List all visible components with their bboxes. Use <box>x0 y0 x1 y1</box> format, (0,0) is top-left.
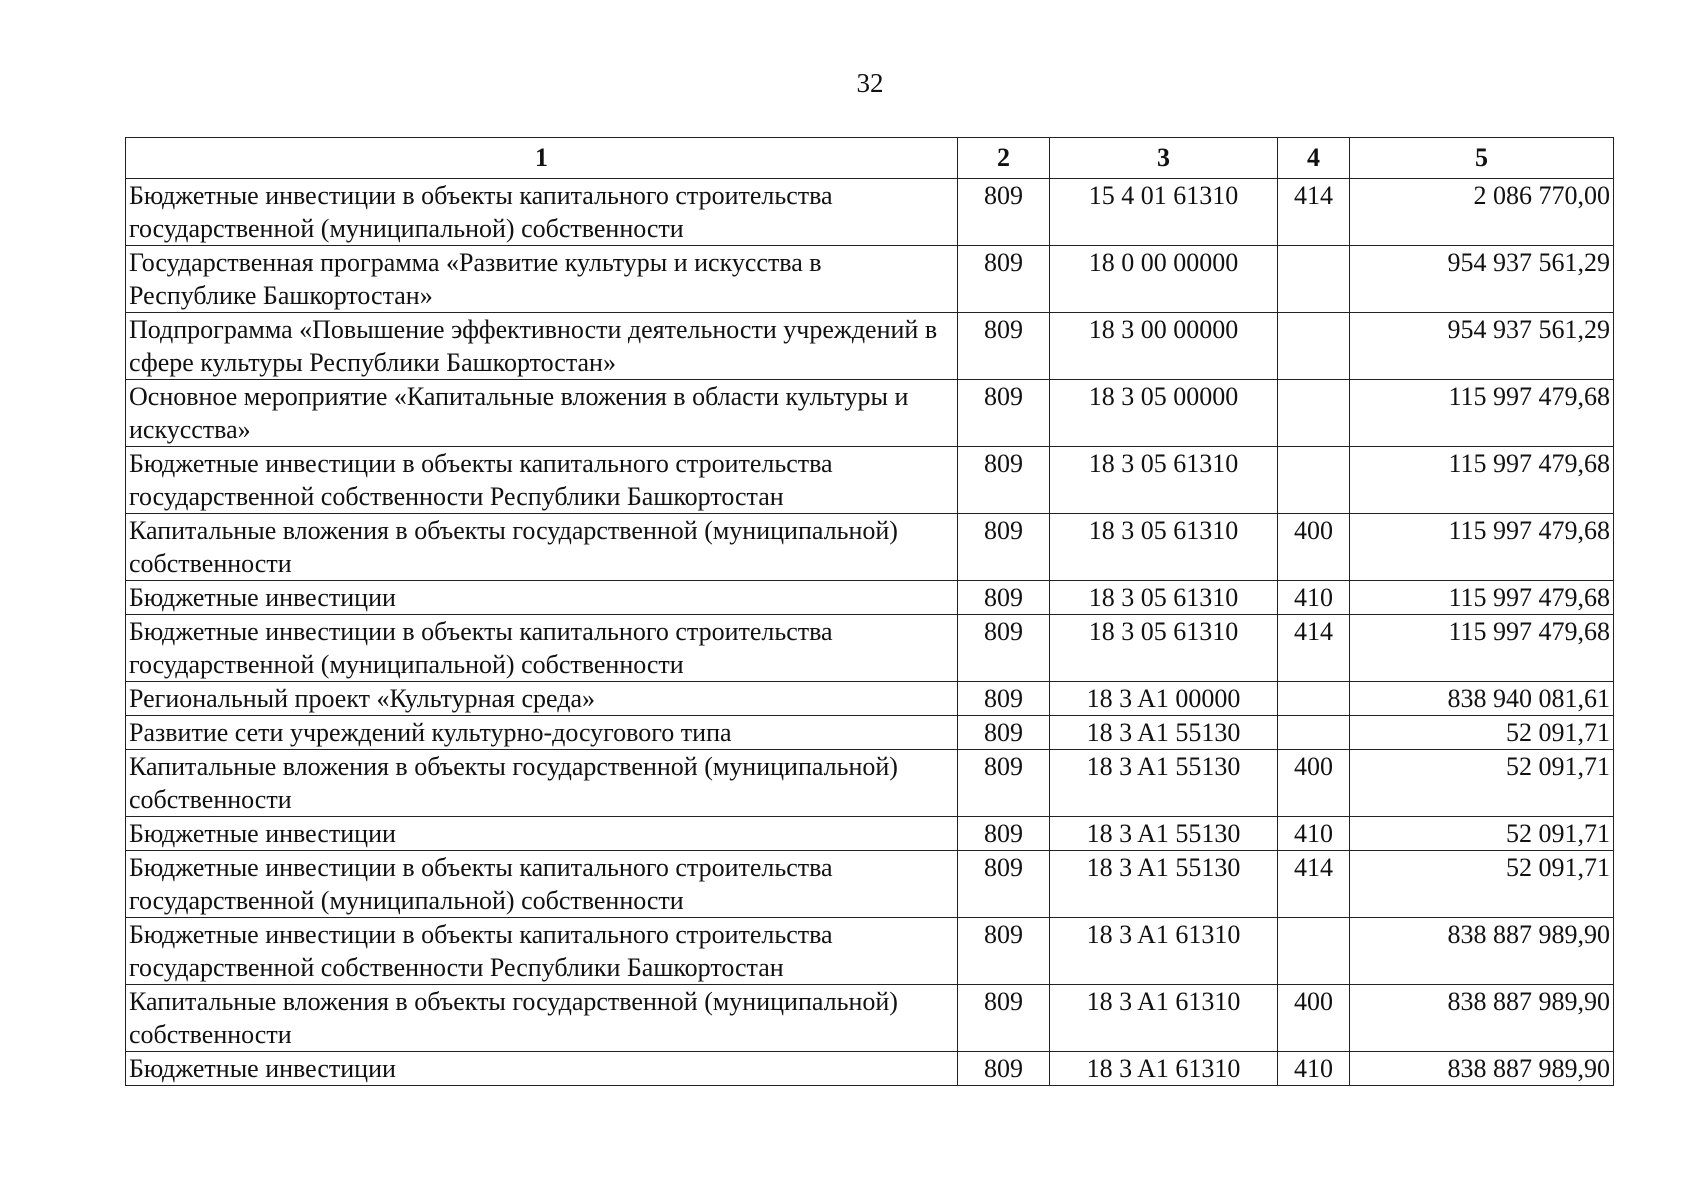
cell-amount: 2 086 770,00 <box>1350 179 1614 246</box>
table-row <box>126 1052 1614 1086</box>
cell-admin-code: 809 <box>958 851 1050 918</box>
cell-name: Бюджетные инвестиции в объекты капитального строительства государственной (муниципальной) собственности <box>126 615 958 682</box>
page-number: 32 <box>856 68 884 98</box>
cell-name: Бюджетные инвестиции <box>126 581 958 615</box>
table-row <box>126 716 1614 750</box>
cell-admin-code: 809 <box>958 514 1050 581</box>
cell-amount: 52 091,71 <box>1350 817 1614 851</box>
table-body <box>126 179 1614 1086</box>
table-row <box>126 817 1614 851</box>
cell-name: Региональный проект «Культурная среда» <box>126 682 958 716</box>
table-row <box>126 750 1614 817</box>
table-row <box>126 514 1614 581</box>
table-row <box>126 246 1614 313</box>
cell-amount: 52 091,71 <box>1350 716 1614 750</box>
cell-target-code: 18 3 A1 61310 <box>1050 985 1278 1052</box>
cell-name: Бюджетные инвестиции в объекты капитального строительства государственной собственности Республики Башкортостан <box>126 918 958 985</box>
column-header-4: 4 <box>1278 138 1350 179</box>
cell-admin-code: 809 <box>958 817 1050 851</box>
cell-admin-code: 809 <box>958 682 1050 716</box>
table-row <box>126 179 1614 246</box>
cell-admin-code: 809 <box>958 1052 1050 1086</box>
cell-expense-type <box>1278 380 1350 447</box>
cell-target-code: 18 3 A1 55130 <box>1050 817 1278 851</box>
cell-admin-code: 809 <box>958 380 1050 447</box>
cell-target-code: 18 3 A1 55130 <box>1050 750 1278 817</box>
cell-target-code: 18 3 05 61310 <box>1050 447 1278 514</box>
cell-target-code: 18 3 00 00000 <box>1050 313 1278 380</box>
cell-target-code: 18 3 05 61310 <box>1050 615 1278 682</box>
column-header-2: 2 <box>958 138 1050 179</box>
table-row <box>126 985 1614 1052</box>
cell-admin-code: 809 <box>958 985 1050 1052</box>
cell-admin-code: 809 <box>958 246 1050 313</box>
cell-admin-code: 809 <box>958 179 1050 246</box>
table-row <box>126 313 1614 380</box>
cell-expense-type <box>1278 716 1350 750</box>
cell-target-code: 18 3 05 00000 <box>1050 380 1278 447</box>
cell-amount: 838 887 989,90 <box>1350 985 1614 1052</box>
cell-name: Бюджетные инвестиции <box>126 1052 958 1086</box>
cell-target-code: 18 0 00 00000 <box>1050 246 1278 313</box>
cell-name: Бюджетные инвестиции в объекты капитального строительства государственной (муниципальной) собственности <box>126 179 958 246</box>
header-row <box>126 138 1614 179</box>
table-row <box>126 615 1614 682</box>
cell-amount: 838 887 989,90 <box>1350 1052 1614 1086</box>
cell-target-code: 15 4 01 61310 <box>1050 179 1278 246</box>
column-header-1: 1 <box>126 138 958 179</box>
cell-target-code: 18 3 05 61310 <box>1050 514 1278 581</box>
cell-expense-type: 410 <box>1278 1052 1350 1086</box>
cell-expense-type: 414 <box>1278 179 1350 246</box>
cell-expense-type <box>1278 447 1350 514</box>
column-header-5: 5 <box>1350 138 1614 179</box>
cell-expense-type <box>1278 918 1350 985</box>
cell-target-code: 18 3 A1 00000 <box>1050 682 1278 716</box>
cell-expense-type: 400 <box>1278 985 1350 1052</box>
cell-amount: 115 997 479,68 <box>1350 447 1614 514</box>
cell-expense-type: 414 <box>1278 615 1350 682</box>
cell-admin-code: 809 <box>958 750 1050 817</box>
table-row <box>126 447 1614 514</box>
cell-admin-code: 809 <box>958 447 1050 514</box>
cell-name: Капитальные вложения в объекты государственной (муниципальной) собственности <box>126 514 958 581</box>
cell-amount: 954 937 561,29 <box>1350 246 1614 313</box>
budget-table <box>125 137 1614 1086</box>
cell-admin-code: 809 <box>958 716 1050 750</box>
cell-admin-code: 809 <box>958 918 1050 985</box>
cell-name: Капитальные вложения в объекты государственной (муниципальной) собственности <box>126 985 958 1052</box>
cell-expense-type <box>1278 682 1350 716</box>
column-header-3: 3 <box>1050 138 1278 179</box>
cell-amount: 115 997 479,68 <box>1350 514 1614 581</box>
cell-target-code: 18 3 A1 61310 <box>1050 1052 1278 1086</box>
cell-name: Государственная программа «Развитие культуры и искусства в Республике Башкортостан» <box>126 246 958 313</box>
table-header <box>126 138 1614 179</box>
cell-amount: 838 940 081,61 <box>1350 682 1614 716</box>
table-row <box>126 682 1614 716</box>
cell-amount: 115 997 479,68 <box>1350 581 1614 615</box>
table-row <box>126 380 1614 447</box>
cell-admin-code: 809 <box>958 615 1050 682</box>
cell-name: Бюджетные инвестиции в объекты капитального строительства государственной собственности Республики Башкортостан <box>126 447 958 514</box>
cell-name: Бюджетные инвестиции <box>126 817 958 851</box>
cell-amount: 52 091,71 <box>1350 750 1614 817</box>
table-row <box>126 581 1614 615</box>
cell-target-code: 18 3 A1 55130 <box>1050 851 1278 918</box>
cell-target-code: 18 3 A1 55130 <box>1050 716 1278 750</box>
cell-expense-type <box>1278 246 1350 313</box>
cell-expense-type: 410 <box>1278 817 1350 851</box>
cell-expense-type: 410 <box>1278 581 1350 615</box>
cell-target-code: 18 3 A1 61310 <box>1050 918 1278 985</box>
cell-name: Бюджетные инвестиции в объекты капитального строительства государственной (муниципальной) собственности <box>126 851 958 918</box>
cell-name: Подпрограмма «Повышение эффективности деятельности учреждений в сфере культуры Республики Башкортостан» <box>126 313 958 380</box>
cell-amount: 115 997 479,68 <box>1350 380 1614 447</box>
cell-amount: 838 887 989,90 <box>1350 918 1614 985</box>
cell-amount: 52 091,71 <box>1350 851 1614 918</box>
table-row <box>126 918 1614 985</box>
table-row <box>126 851 1614 918</box>
cell-expense-type <box>1278 313 1350 380</box>
cell-name: Капитальные вложения в объекты государственной (муниципальной) собственности <box>126 750 958 817</box>
cell-expense-type: 414 <box>1278 851 1350 918</box>
cell-name: Развитие сети учреждений культурно-досугового типа <box>126 716 958 750</box>
cell-target-code: 18 3 05 61310 <box>1050 581 1278 615</box>
cell-admin-code: 809 <box>958 313 1050 380</box>
cell-amount: 954 937 561,29 <box>1350 313 1614 380</box>
cell-expense-type: 400 <box>1278 514 1350 581</box>
cell-expense-type: 400 <box>1278 750 1350 817</box>
cell-admin-code: 809 <box>958 581 1050 615</box>
cell-name: Основное мероприятие «Капитальные вложения в области культуры и искусства» <box>126 380 958 447</box>
cell-amount: 115 997 479,68 <box>1350 615 1614 682</box>
